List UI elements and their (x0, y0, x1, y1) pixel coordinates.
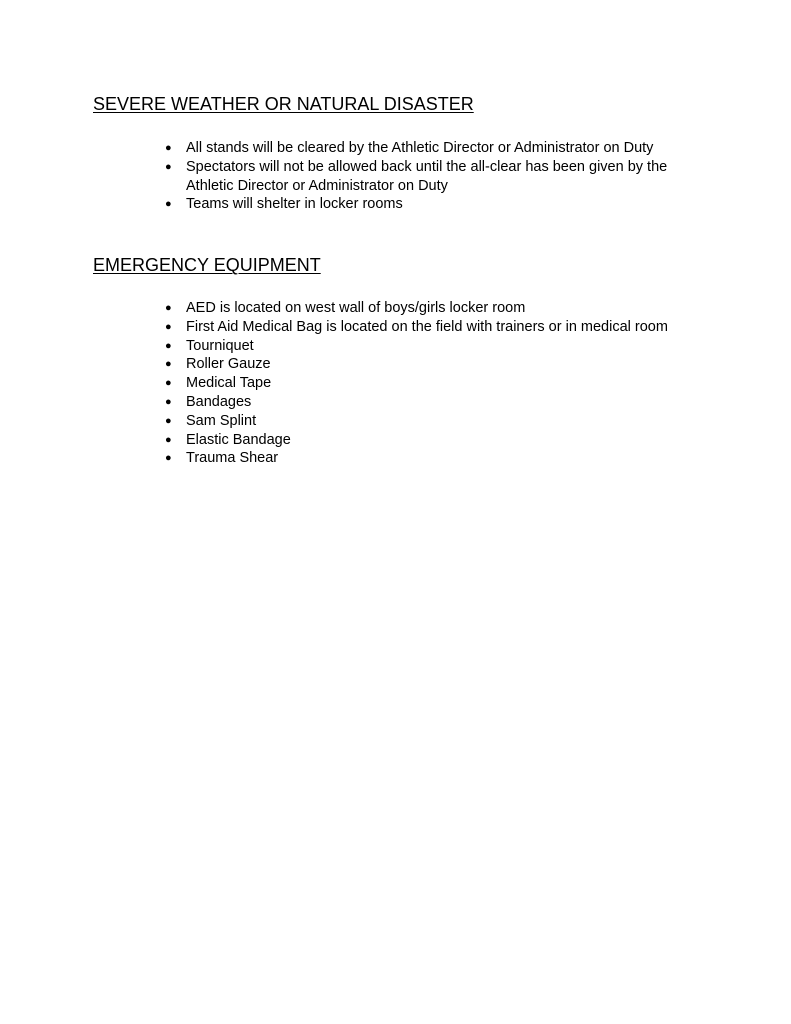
list-item (162, 412, 672, 431)
list-item-text: First Aid Medical Bag is located on the field with trainers or in medical room (186, 318, 668, 335)
list-item-text: Teams will shelter in locker rooms (186, 196, 403, 213)
bullet-icon: ● (165, 339, 172, 352)
list-item-text: Roller Gauze (186, 356, 271, 373)
bullet-icon: ● (165, 198, 172, 211)
bullet-icon: ● (165, 302, 172, 314)
list-item-text: Trauma Shear (186, 450, 279, 467)
list-item (162, 299, 672, 318)
list-item (162, 449, 672, 468)
list-item-text: All stands will be cleared by the Athletic Director or Administrator on Duty (186, 140, 654, 156)
bullet-icon: ● (165, 414, 172, 427)
bullet-icon: ● (165, 358, 172, 371)
section-emergency-equipment (93, 254, 713, 468)
bullet-icon: ● (165, 377, 172, 390)
list-item (162, 195, 672, 214)
section-heading: SEVERE WEATHER OR NATURAL DISASTER (93, 94, 474, 114)
list-item-text: Elastic Bandage (186, 431, 291, 448)
list-item-text: Tourniquet (186, 337, 254, 354)
bullet-icon: ● (165, 433, 172, 446)
list-item-text: Spectators will not be allowed back until the all-clear has been given by the Athletic Director or Administrator on Duty (186, 158, 668, 194)
section-heading: EMERGENCY EQUIPMENT (93, 255, 321, 275)
section-severe-weather (93, 93, 713, 214)
list-item (162, 158, 672, 196)
list-item-text: Bandages (186, 393, 252, 410)
list-item-text: Medical Tape (186, 375, 272, 392)
bullet-icon: ● (165, 452, 172, 465)
list-item (162, 318, 672, 337)
bullet-list (162, 299, 672, 468)
list-item (162, 431, 672, 450)
bullet-icon: ● (165, 160, 172, 173)
list-item-text: Sam Splint (186, 412, 257, 429)
list-item (162, 355, 672, 374)
bullet-icon: ● (165, 142, 172, 154)
bullet-icon: ● (165, 395, 172, 408)
bullet-icon: ● (165, 320, 172, 333)
list-item (162, 393, 672, 412)
bullet-list (162, 139, 672, 214)
list-item (162, 139, 672, 158)
list-item (162, 374, 672, 393)
list-item-text: AED is located on west wall of boys/girls locker room (186, 300, 526, 316)
list-item (162, 337, 672, 356)
